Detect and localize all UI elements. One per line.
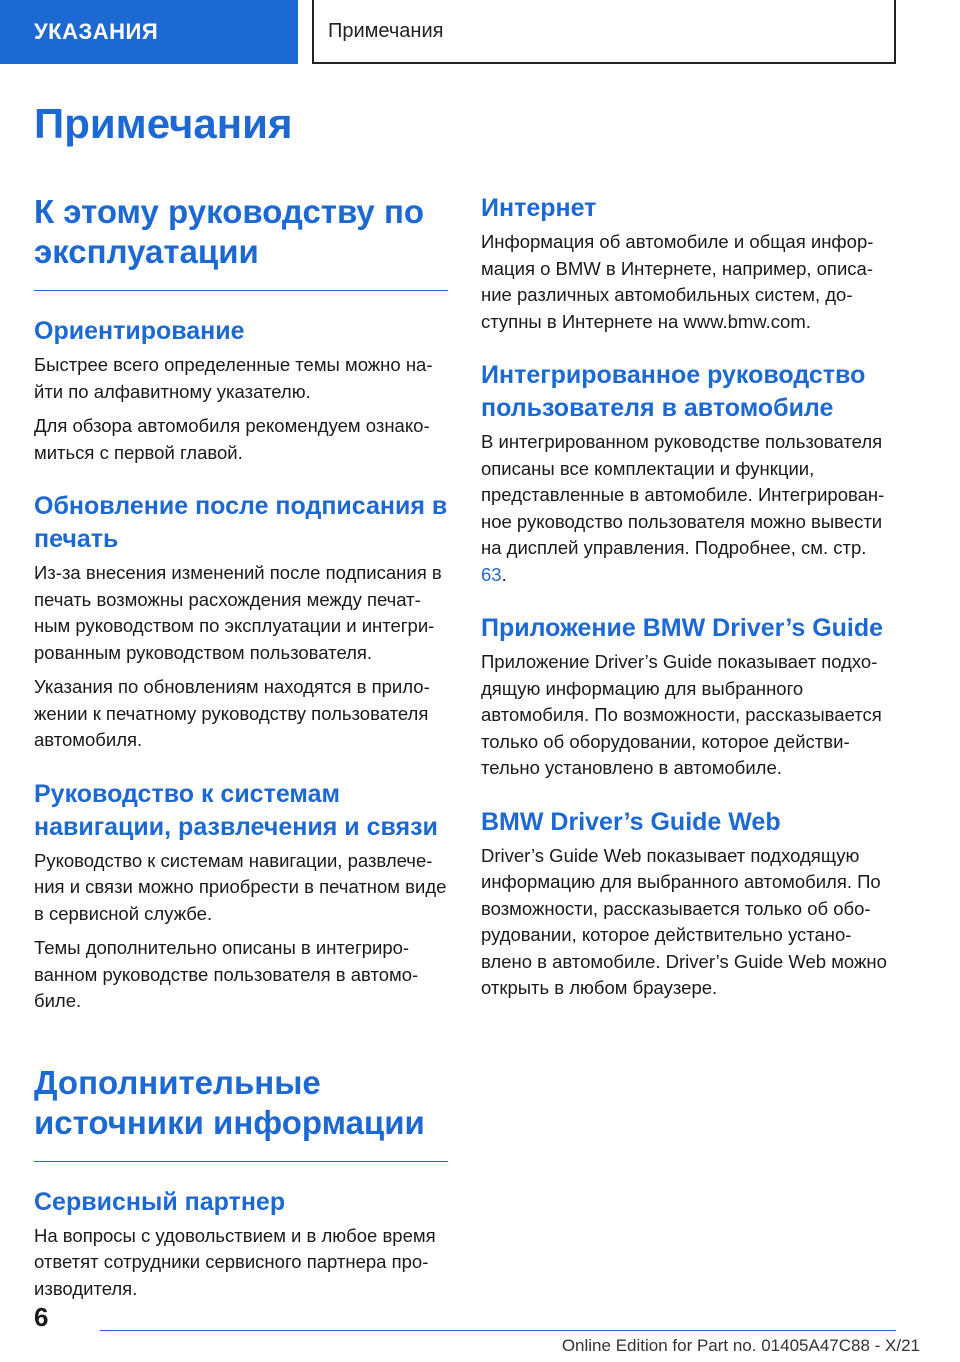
footer-edition: Online Edition for Part no. 01405A47C88 - X/21 <box>561 1336 920 1355</box>
right-column <box>481 192 895 1010</box>
left-column <box>34 192 448 1310</box>
paragraph: Для обзора автомобиля рекомендуем ознакомиться с первой главой. <box>34 415 430 463</box>
section-title-sources: Дополнительные источники информации <box>34 1063 448 1162</box>
subsection-title-internet: Интернет <box>481 194 597 222</box>
subsection-title-app: Приложение BMW Driver’s Guide <box>481 614 884 642</box>
header-tab <box>0 0 298 64</box>
paragraph: Быстрее всего определенные темы можно найти по алфавитному указателю. <box>34 354 433 402</box>
paragraph-end: . <box>501 563 507 585</box>
section-title-manual: К этому руководству по эксплуатации <box>34 192 448 291</box>
paragraph <box>481 429 895 588</box>
paragraph: Из-за внесения изменений после подписания в печать возможны расхождения между печатным руководством по эксплуатации и интегрированным руководством пользователя. <box>34 562 442 663</box>
subsection-title-web: BMW Driver’s Guide Web <box>481 807 781 836</box>
page-title: Примечания <box>34 100 293 147</box>
subsection-title-service: Сервисный партнер <box>34 1187 286 1216</box>
page-reference-link[interactable]: 63 <box>481 563 502 585</box>
subsection-title-update: Обновление после подписания в печать <box>34 492 448 553</box>
paragraph: Информация об автомобиле и общая информация о BMW в Интернете, например, описание различных автомобильных систем, доступны в Интернете на www.bmw.com. <box>481 231 874 332</box>
page-number: 6 <box>34 1302 49 1332</box>
paragraph: Driver’s Guide Web показывает подходящую информацию для выбранного автомобиля. По возможности, рассказывается только об оборудовании, которое действительно установлено в автомобиле. Driver’s Guide Web можно открыть в любом браузере. <box>481 844 887 998</box>
header-section-box <box>312 0 896 64</box>
header-tab-label: УКАЗАНИЯ <box>34 19 159 44</box>
header-section-label: Примечания <box>328 19 444 42</box>
subsection-title-integrated: Интегрированное руководство пользователя в автомобиле <box>481 361 866 422</box>
paragraph: Руководство к системам навигации, развлечения и связи можно приобрести в печатном виде в сервисной службе. <box>34 849 447 924</box>
footer-divider <box>100 1330 896 1331</box>
paragraph: Указания по обновлениям находятся в приложении к печатному руководству пользователя автомобиля. <box>34 676 430 750</box>
paragraph-text: В интегрированном руководстве пользователя описаны все комплектации и функции, представленные в автомобиле. Интегрированное руководство пользователя можно вывести на дисплей управления. Подробнее, см. стр. <box>481 431 885 558</box>
paragraph: Темы дополнительно описаны в интегрированном руководстве пользователя в автомобиле. <box>34 937 419 1011</box>
subsection-title-orientation: Ориентирование <box>34 317 245 345</box>
paragraph: Приложение Driver’s Guide показывает подходящую информацию для выбранного автомобиля. По возможности, рассказывается только об оборудовании, которое действительно установлено в автомобиле. <box>481 651 882 778</box>
paragraph: На вопросы с удовольствием и в любое время ответят сотрудники сервисного партнера производителя. <box>34 1224 436 1299</box>
subsection-title-navigation: Руководство к системам навигации, развлечения и связи <box>34 779 438 841</box>
